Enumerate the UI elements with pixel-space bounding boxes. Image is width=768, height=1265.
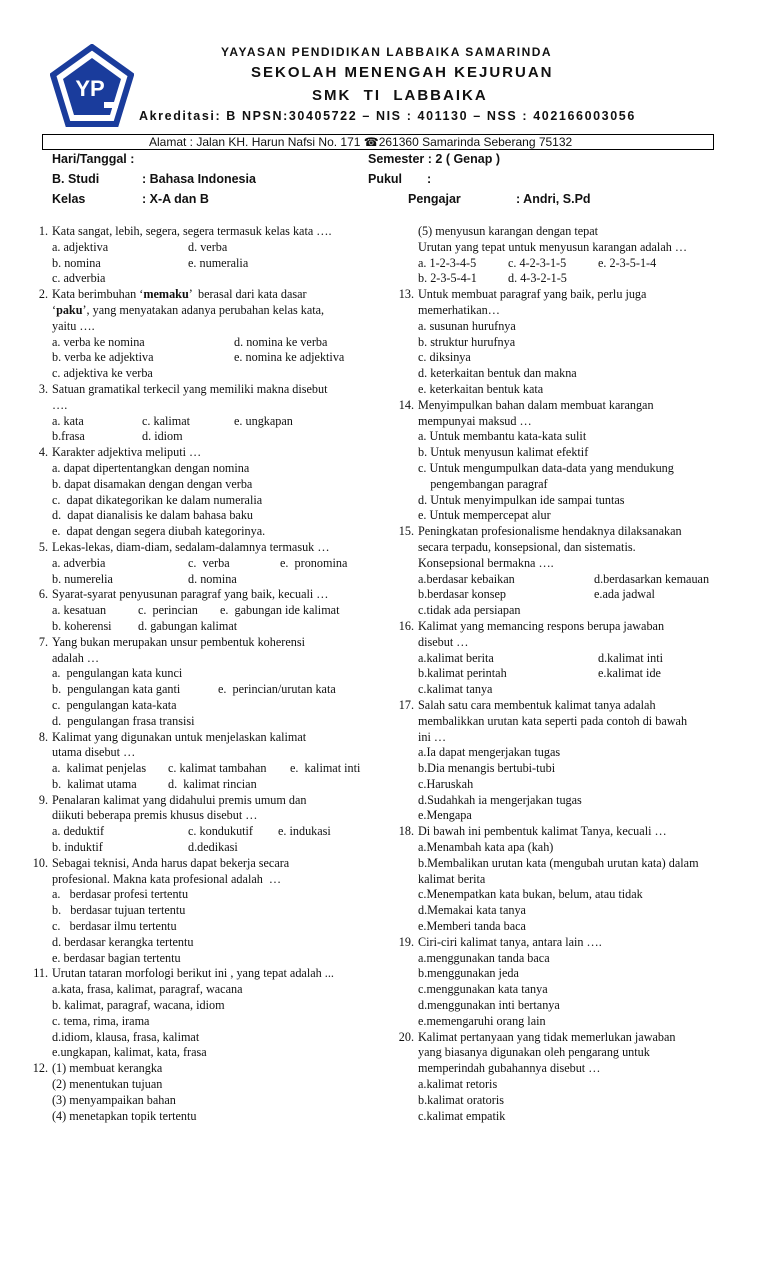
question-number: 10. [32, 855, 48, 870]
answer-line [418, 651, 758, 667]
answer-option: e. 2-3-5-1-4 [598, 255, 657, 270]
answer-line [418, 682, 758, 698]
answer-line [52, 508, 382, 524]
answer-line [418, 872, 758, 888]
answer-option: b. nomina [52, 255, 101, 270]
answer-option: b.frasa [52, 429, 85, 444]
line-text: c. Untuk mengumpulkan data-data yang mendukung [418, 460, 674, 475]
question-number: 12. [32, 1061, 48, 1076]
answer-option: c. 4-2-3-1-5 [508, 255, 567, 270]
answer-option: b. verba ke adjektiva [52, 350, 154, 365]
address-text: Alamat : Jalan KH. Harun Nafsi No. 171 ☎261360 Samarinda Seberang 75132 [149, 135, 573, 149]
line-text: disebut … [418, 634, 469, 649]
question-line [398, 824, 758, 840]
question-text: Karakter adjektiva meliputi … [52, 445, 202, 460]
question-number: 6. [38, 587, 48, 602]
question-line [38, 792, 382, 809]
answer-line [52, 1093, 382, 1109]
answer-option: c. kondukutif [188, 824, 253, 839]
question-line [38, 729, 382, 746]
answer-line [418, 271, 758, 287]
answer-option: c. kalimat tambahan [168, 761, 267, 776]
answer-option: a. kata [52, 413, 84, 428]
question-text: Peningkatan profesionalisme hendaknya dilaksanakan [418, 524, 682, 539]
school-type: SEKOLAH MENENGAH KEJURUAN [251, 64, 554, 81]
answer-line [52, 998, 382, 1014]
line-text: d. Untuk menyimpulkan ide sampai tuntas [418, 492, 625, 507]
line-text: b. Untuk menyusun kalimat efektif [418, 445, 589, 460]
answer-option: c. verba [188, 555, 230, 570]
line-text: a. berdasar profesi tertentu [52, 887, 189, 902]
line-text: d.Sudahkah ia mengerjakan tugas [418, 792, 582, 807]
line-text: Urutan yang tepat untuk menyusun karangan adalah … [418, 239, 688, 254]
question-line [398, 697, 758, 714]
answer-option: c. kalimat [142, 413, 191, 428]
line-text: e.Mengapa [418, 808, 472, 823]
answer-line [52, 777, 382, 793]
line-text: a. pengulangan kata kunci [52, 666, 183, 681]
answer-line [418, 808, 758, 824]
question-text: Lekas-lekas, diam-diam, sedalam-dalamnya termasuk … [52, 539, 330, 554]
answer-option: e. ungkapan [234, 413, 293, 428]
answer-line [418, 414, 758, 430]
answer-line [52, 398, 382, 414]
line-text: b.Membalikan urutan kata (mengubah urutan kata) dalam [418, 855, 699, 870]
answer-line [52, 556, 382, 572]
question-line [38, 224, 382, 240]
answer-line [418, 966, 758, 982]
line-text: ‘paku’, yang menyatakan adanya perubahan kelas kata, [52, 302, 325, 317]
line-text: (2) menentukan tujuan [52, 1077, 163, 1092]
answer-option: d. verba [188, 239, 228, 254]
line-text: utama disebut … [52, 745, 136, 760]
line-text: e. Untuk mempercepat alur [418, 508, 551, 523]
line-text: a.Menambah kata apa (kah) [418, 840, 554, 855]
answer-line [418, 319, 758, 335]
answer-option: b. induktif [52, 840, 103, 855]
answer-option: d.berdasarkan kemauan [594, 571, 710, 586]
line-text: b. struktur hurufnya [418, 334, 516, 349]
answer-line [52, 682, 382, 698]
answer-line [418, 635, 758, 651]
line-text: memerhatikan… [418, 302, 500, 317]
question-number: 17. [398, 697, 414, 712]
answer-option: b. numerelia [52, 571, 113, 586]
question-line [38, 587, 382, 603]
question-text: Kalimat yang digunakan untuk menjelaskan kalimat [52, 729, 307, 744]
subject-value: : Bahasa Indonesia [142, 172, 256, 186]
question-line [38, 287, 382, 303]
line-text: a.Ia dapat mengerjakan tugas [418, 745, 561, 760]
line-text: a.kalimat retoris [418, 1077, 498, 1092]
question-number: 7. [38, 634, 48, 649]
answer-line [52, 619, 382, 635]
school-name: SMK TI LABBAIKA [312, 87, 488, 104]
line-text: c. diksinya [418, 350, 471, 365]
answer-line [52, 366, 382, 382]
teacher-label: Pengajar [408, 192, 461, 206]
answer-line [52, 477, 382, 493]
line-text: (5) menyusun karangan dengan tepat [418, 224, 599, 238]
answer-option: e. pronomina [280, 555, 348, 570]
answer-option: d. gabungan kalimat [138, 618, 238, 633]
answer-line [52, 1109, 382, 1125]
svg-text:YP: YP [75, 76, 105, 101]
answer-line [52, 461, 382, 477]
line-text: d.menggunakan inti bertanya [418, 998, 560, 1013]
question-line [398, 397, 758, 414]
question-line [398, 934, 758, 951]
question-line [38, 381, 382, 398]
answer-line [418, 587, 758, 603]
answer-line [52, 603, 382, 619]
answer-line [418, 350, 758, 366]
answer-line [52, 903, 382, 919]
answer-line [52, 872, 382, 888]
answer-line [418, 1077, 758, 1093]
answer-line [52, 951, 382, 967]
line-text: c.kalimat tanya [418, 682, 493, 697]
answer-line [418, 556, 758, 572]
class-value: : X-A dan B [142, 192, 209, 206]
answer-line [52, 414, 382, 430]
line-text: a. susunan hurufnya [418, 318, 516, 333]
answer-line [52, 493, 382, 509]
line-text: e.memengaruhi orang lain [418, 1013, 546, 1028]
line-text: d. dapat dianalisis ke dalam bahasa baku [52, 508, 254, 523]
question-text: Ciri-ciri kalimat tanya, antara lain …. [418, 934, 602, 949]
answer-line [418, 366, 758, 382]
question-number: 13. [398, 287, 414, 302]
answer-line [52, 824, 382, 840]
line-text: kalimat berita [418, 871, 486, 886]
line-text: Konsepsional bermakna …. [418, 555, 554, 570]
line-text: e.ungkapan, kalimat, kata, frasa [52, 1045, 207, 1060]
answer-line [52, 429, 382, 445]
line-text: b.Dia menangis bertubi-tubi [418, 761, 556, 776]
question-number: 9. [38, 792, 48, 807]
question-line [398, 618, 758, 635]
answer-line [52, 887, 382, 903]
answer-line [52, 256, 382, 272]
question-number: 3. [38, 381, 48, 396]
question-number: 15. [398, 524, 414, 539]
answer-option: a. verba ke nomina [52, 334, 145, 349]
line-text: d.idiom, klausa, frasa, kalimat [52, 1029, 200, 1044]
answer-option: d. 4-3-2-1-5 [508, 271, 567, 286]
question-number: 16. [398, 618, 414, 633]
answer-line [418, 508, 758, 524]
question-number: 19. [398, 934, 414, 949]
line-text: b.menggunakan jeda [418, 966, 519, 981]
question-number: 4. [38, 445, 48, 460]
questions-left-column [32, 224, 382, 1124]
answer-line [52, 303, 382, 319]
answer-option: a. kalimat penjelas [52, 761, 147, 776]
line-text: membalikkan urutan kata seperti pada contoh di bawah [418, 713, 688, 728]
question-text: Kata sangat, lebih, segera, segera termasuk kelas kata …. [52, 224, 332, 238]
answer-option: d. idiom [142, 429, 183, 444]
line-text: e. keterkaitan bentuk kata [418, 381, 544, 396]
answer-option: b. 2-3-5-4-1 [418, 271, 477, 286]
answer-option: a.berdasar kebaikan [418, 571, 515, 586]
line-text: c.Menempatkan kata bukan, belum, atau tidak [418, 887, 643, 902]
answer-line [418, 666, 758, 682]
line-text: c. berdasar ilmu tertentu [52, 919, 177, 934]
line-text: yaitu …. [52, 318, 95, 333]
answer-line [52, 714, 382, 730]
answer-line [418, 335, 758, 351]
answer-line [418, 777, 758, 793]
line-text: mempunyai maksud … [418, 413, 532, 428]
answer-option: a. kesatuan [52, 603, 107, 618]
subject-label: B. Studi [52, 172, 100, 186]
answer-option: e.ada jadwal [594, 587, 655, 602]
answer-line [52, 761, 382, 777]
question-number: 18. [398, 824, 414, 839]
time-label: Pukul [368, 172, 403, 186]
answer-line [418, 714, 758, 730]
question-text: Kalimat pertanyaan yang tidak memerlukan jawaban [418, 1029, 676, 1044]
accreditation-line: Akreditasi: B NPSN:30405722 – NIS : 401130 – NSS : 402166003056 [139, 109, 636, 123]
question-number: 11. [33, 966, 48, 981]
answer-line [52, 666, 382, 682]
answer-option: d.kalimat inti [598, 650, 663, 665]
answer-option: e. kalimat inti [290, 761, 361, 776]
answer-line [418, 540, 758, 556]
question-number: 14. [398, 397, 414, 412]
answer-line [418, 1045, 758, 1061]
answer-option: a.kalimat berita [418, 650, 494, 665]
question-text: Yang bukan merupakan unsur pembentuk koherensi [52, 634, 305, 649]
answer-line [418, 1093, 758, 1109]
date-label: Hari/Tanggal : [52, 152, 135, 166]
answer-option: d. nomina ke verba [234, 334, 328, 349]
question-text: Menyimpulkan bahan dalam membuat karangan [418, 397, 654, 412]
answer-line [418, 919, 758, 935]
answer-option: e. gabungan ide kalimat [220, 603, 340, 618]
answer-line [418, 856, 758, 872]
question-number: 1. [38, 224, 48, 238]
answer-line [52, 808, 382, 824]
line-text: c. adjektiva ke verba [52, 366, 153, 381]
answer-line [52, 745, 382, 761]
time-value: : [427, 172, 432, 186]
answer-line [418, 256, 758, 272]
question-line [398, 524, 758, 540]
line-text: d. berdasar kerangka tertentu [52, 934, 194, 949]
answer-line [52, 335, 382, 351]
semester-label: Semester : 2 ( Genap ) [368, 152, 500, 166]
line-text: yang biasanya digunakan oleh pengarang untuk [418, 1045, 650, 1060]
question-text: Kata berimbuhan ‘memaku’ berasal dari kata dasar [52, 287, 307, 302]
answer-option: e. nomina ke adjektiva [234, 350, 345, 365]
answer-option: c. perincian [138, 603, 198, 618]
line-text: …. [52, 397, 68, 412]
answer-line [418, 761, 758, 777]
answer-option: a. 1-2-3-4-5 [418, 255, 477, 270]
answer-line [52, 271, 382, 287]
answer-line [52, 935, 382, 951]
line-text: e. berdasar bagian tertentu [52, 950, 181, 965]
answer-line [52, 350, 382, 366]
foundation-name: YAYASAN PENDIDIKAN LABBAIKA SAMARINDA [221, 45, 553, 59]
line-text: b. berdasar tujuan tertentu [52, 903, 186, 918]
answer-option: d. kalimat rincian [168, 776, 257, 791]
answer-option: e. numeralia [188, 255, 249, 270]
question-text: Salah satu cara membentuk kalimat tanya adalah [418, 697, 656, 712]
teacher-value: : Andri, S.Pd [516, 192, 591, 206]
answer-line [418, 903, 758, 919]
line-text: adalah … [52, 650, 100, 665]
answer-option: b. koherensi [52, 618, 112, 633]
line-text: c.Haruskah [418, 776, 474, 791]
answer-option: b.berdasar konsep [418, 587, 506, 602]
line-text: d. pengulangan frasa transisi [52, 713, 195, 728]
answer-line [418, 1061, 758, 1077]
question-number: 2. [38, 287, 48, 302]
answer-line [418, 730, 758, 746]
line-text: c. tema, rima, irama [52, 1013, 150, 1028]
line-text: diikuti beberapa premis khusus disebut … [52, 808, 258, 823]
answer-line [52, 1014, 382, 1030]
line-text: a. Untuk membantu kata-kata sulit [418, 429, 587, 444]
line-text: pengembangan paragraf [418, 476, 548, 491]
answer-line [52, 698, 382, 714]
line-text: b. dapat disamakan dengan dengan verba [52, 476, 253, 491]
answer-option: a. deduktif [52, 824, 105, 839]
answer-line [52, 1045, 382, 1061]
answer-line [418, 998, 758, 1014]
answer-line [418, 603, 758, 619]
line-text: b. kalimat, paragraf, wacana, idiom [52, 998, 225, 1013]
line-text: d.Memakai kata tanya [418, 903, 526, 918]
answer-line [418, 382, 758, 398]
question-line [398, 1029, 758, 1046]
answer-line [418, 493, 758, 509]
answer-line [418, 240, 758, 256]
line-text: c. adverbia [52, 271, 106, 286]
line-text: c.tidak ada persiapan [418, 603, 521, 618]
answer-line [418, 840, 758, 856]
answer-option: e. perincian/urutan kata [218, 682, 336, 697]
answer-line [418, 887, 758, 903]
answer-line [418, 461, 758, 477]
question-line [32, 1061, 382, 1077]
line-text: e. dapat dengan segera diubah kategorinya. [52, 524, 266, 539]
question-line [398, 287, 758, 303]
line-text: a.menggunakan tanda baca [418, 950, 550, 965]
question-number: 8. [38, 729, 48, 744]
answer-line [418, 445, 758, 461]
question-line [38, 634, 382, 651]
answer-line [52, 651, 382, 667]
line-text: profesional. Makna kata profesional adalah … [52, 871, 282, 886]
question-text: Sebagai teknisi, Anda harus dapat bekerja secara [52, 855, 290, 870]
question-text: Untuk membuat paragraf yang baik, perlu juga [418, 287, 647, 302]
line-text: c.menggunakan kata tanya [418, 982, 548, 997]
question-line [38, 539, 382, 556]
answer-option: b.kalimat perintah [418, 666, 507, 681]
line-text: a.kata, frasa, kalimat, paragraf, wacana [52, 982, 243, 997]
question-number: 5. [38, 539, 48, 554]
line-text: e.Memberi tanda baca [418, 919, 526, 934]
question-text: (1) membuat kerangka [52, 1061, 163, 1076]
question-line [33, 966, 382, 982]
line-text: ini … [418, 729, 447, 744]
answer-line [52, 982, 382, 998]
answer-line [418, 982, 758, 998]
line-text: c.kalimat empatik [418, 1108, 506, 1123]
line-text: b.kalimat oratoris [418, 1092, 504, 1107]
answer-line [418, 303, 758, 319]
answer-option: d.dedikasi [188, 840, 238, 855]
answer-line [418, 572, 758, 588]
question-number: 20. [398, 1029, 414, 1044]
answer-option: b. pengulangan kata ganti [52, 682, 181, 697]
question-text: Syarat-syarat penyusunan paragraf yang baik, kecuali … [52, 587, 329, 602]
answer-option: d. nomina [188, 571, 237, 586]
answer-line [52, 1030, 382, 1046]
answer-line [418, 745, 758, 761]
answer-line [418, 224, 758, 240]
question-text: Satuan gramatikal terkecil yang memiliki makna disebut [52, 381, 328, 396]
line-text: memperindah gubahannya disebut … [418, 1061, 601, 1076]
question-line [32, 855, 382, 872]
class-label: Kelas [52, 192, 86, 206]
school-logo [50, 44, 134, 128]
line-text: (4) menetapkan topik tertentu [52, 1108, 197, 1123]
answer-option: e. indukasi [278, 824, 331, 839]
answer-option: a. adjektiva [52, 239, 109, 254]
answer-option: e.kalimat ide [598, 666, 661, 681]
question-text: Penalaran kalimat yang didahului premis umum dan [52, 792, 307, 807]
answer-option: b. kalimat utama [52, 776, 137, 791]
answer-line [418, 1014, 758, 1030]
question-line [38, 445, 382, 461]
answer-line [418, 429, 758, 445]
line-text: secara terpadu, konsepsional, dan sistematis. [418, 539, 636, 554]
question-text: Kalimat yang memancing respons berupa jawaban [418, 618, 665, 633]
answer-line [52, 919, 382, 935]
answer-line [52, 840, 382, 856]
line-text: (3) menyampaikan bahan [52, 1092, 176, 1107]
questions-right-column [398, 224, 758, 1124]
answer-line [52, 240, 382, 256]
question-text: Urutan tataran morfologi berikut ini , yang tepat adalah ... [52, 966, 334, 981]
answer-line [52, 572, 382, 588]
answer-line [418, 793, 758, 809]
line-text: c. pengulangan kata-kata [52, 697, 177, 712]
line-text: c. dapat dikategorikan ke dalam numeralia [52, 492, 263, 507]
answer-line [418, 477, 758, 493]
line-text: d. keterkaitan bentuk dan makna [418, 366, 577, 381]
answer-line [52, 524, 382, 540]
answer-option: a. adverbia [52, 555, 106, 570]
answer-line [418, 951, 758, 967]
answer-line [418, 1109, 758, 1125]
address-bar [42, 134, 714, 150]
answer-line [52, 319, 382, 335]
line-text: a. dapat dipertentangkan dengan nomina [52, 460, 250, 475]
question-text: Di bawah ini pembentuk kalimat Tanya, kecuali … [418, 824, 667, 839]
answer-line [52, 1077, 382, 1093]
